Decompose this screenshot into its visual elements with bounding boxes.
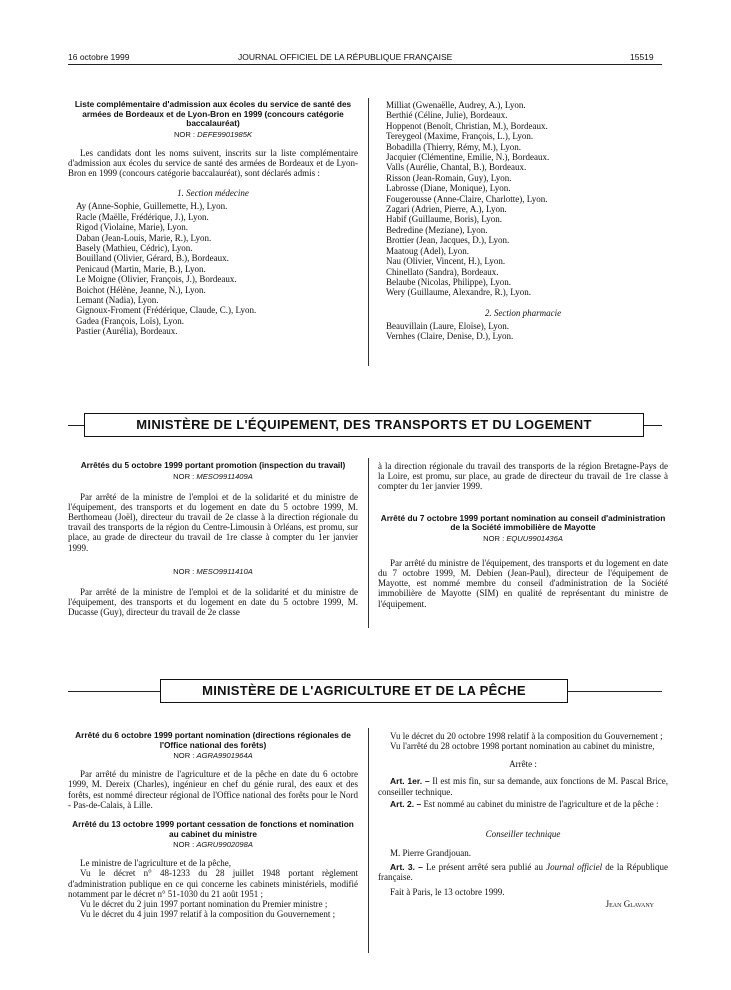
agriculture-arrete1-nor: NOR : AGRA9901964A: [173, 751, 253, 761]
list-item: Jacquier (Clémentine, Emilie, N.), Bordeaux.: [386, 152, 550, 163]
article-2: Art. 2. – Est nommé au cabinet du ministre de l'agriculture et de la pêche :: [390, 798, 659, 809]
agriculture-arrete2-nor: NOR : AGRU9902098A: [173, 840, 253, 850]
list-item: Bedredine (Meziane), Lyon.: [386, 224, 488, 235]
list-item: Gadea (François, Loïs), Lyon.: [76, 315, 184, 326]
list-item: Fougerousse (Anne-Claire, Charlotte), Lyon.: [386, 193, 548, 204]
list-item: Boichot (Hélène, Jeanne, N.), Lyon.: [76, 284, 206, 295]
equipement-right-column: [378, 461, 668, 609]
list-item: Risson (Jean-Romain, Guy), Lyon.: [386, 172, 512, 183]
visa-line: Vu le décret n° 48-1233 du 28 juillet 1948 portant règlement d'administration publique en ce qui concerne les cabinets ministériels, modifié notamment par le décret n° 51-1030 du 21 août 1951 ;: [68, 868, 358, 899]
equipement-arrete3-nor: NOR : EQUU9901436A: [483, 533, 563, 543]
agriculture-arrete2-title: Arrêté du 13 octobre 1999 portant cessation de fonctions et nomination au cabinet du ministre: [72, 819, 354, 839]
list-item: Vernhes (Claire, Denise, D.), Lyon.: [386, 331, 514, 342]
sante-left-column: [68, 100, 358, 337]
equipement-arrete3-title: Arrêté du 7 octobre 1999 portant nomination au conseil d'administration de la Société immobilière de Mayotte: [380, 512, 666, 533]
list-item: Chinellato (Sandra), Bordeaux.: [386, 266, 499, 277]
list-item: Penicaud (Martin, Marie, B.), Lyon.: [76, 263, 206, 274]
equipement-arrete1-title: Arrêtés du 5 octobre 1999 portant promotion (inspection du travail): [80, 460, 346, 470]
agriculture-arrete1-text: Par arrêté du ministre de l'agriculture et de la pêche en date du 6 octobre 1999, M. Dereix (Charles), ingénieur en chef du génie rural, des eaux et des forêts, est nommé directeur régional de l'Office national des forêts pour le Nord - Pas-de-Calais, à Lille.: [68, 769, 358, 810]
agriculture-right-column: [378, 731, 668, 909]
agriculture-visas: [378, 731, 668, 751]
equipement-banner: MINISTÈRE DE L'ÉQUIPEMENT, DES TRANSPORTS ET DU LOGEMENT: [84, 413, 644, 437]
list-item: Pastier (Aurélia), Bordeaux.: [76, 326, 178, 337]
column-divider: [368, 458, 369, 628]
header-journal: JOURNAL OFFICIEL DE LA RÉPUBLIQUE FRANÇAISE: [238, 52, 453, 62]
visa-line: Vu l'arrêté du 28 octobre 1998 portant nomination au cabinet du ministre,: [390, 741, 655, 752]
list-item: Daban (Jean-Louis, Marie, R.), Lyon.: [76, 232, 212, 243]
article-3: Art. 3. – Le présent arrêté sera publié au Journal officiel de la République française.: [378, 862, 668, 883]
list-item: Habif (Guillaume, Boris), Lyon.: [386, 214, 502, 225]
equipement-arrete1-nor: NOR : MESO9911409A: [173, 471, 253, 481]
list-item: Bobadilla (Thierry, Rémy, M.), Lyon.: [386, 141, 522, 152]
arrete-label: Arrête :: [509, 759, 537, 770]
list-item: Lemant (Nadia), Lyon.: [76, 295, 159, 306]
equipement-arrete2-text: Par arrêté de la ministre de l'emploi et de la solidarité et du ministre de l'équipement, des transports et du logement en date du 5 octobre 1999, M. Ducasse (Guy), directeur du travail de 2e classe: [68, 586, 358, 618]
list-item: Gignoux-Froment (Frédérique, Claude, C.), Lyon.: [76, 305, 257, 316]
role-title: Conseiller technique: [485, 829, 561, 840]
header-rule: [68, 64, 662, 65]
list-item: Belaube (Nicolas, Philippe), Lyon.: [386, 276, 511, 287]
list-item: Racle (Maëlle, Frédérique, J.), Lyon.: [76, 211, 209, 222]
visa-line: Vu le décret du 20 octobre 1998 relatif à la composition du Gouvernement ;: [390, 731, 663, 741]
list-item: Valls (Aurélie, Chantal, B.), Bordeaux.: [386, 162, 527, 173]
list-item: Labrosse (Diane, Monique), Lyon.: [386, 183, 511, 194]
nominee: M. Pierre Grandjouan.: [390, 848, 471, 859]
sante-right-column: [378, 100, 668, 342]
visa-line: Vu le décret du 4 juin 1997 relatif à la composition du Gouvernement ;: [80, 909, 336, 920]
column-divider: [368, 98, 369, 366]
agriculture-arrete1-title: Arrêté du 6 octobre 1999 portant nomination (directions régionales de l'Office national des forêts): [75, 730, 351, 750]
list-item: Brottier (Jean, Jacques, D.), Lyon.: [386, 235, 510, 246]
medecine-list-left: [68, 201, 358, 336]
equipement-arrete2-nor: NOR : MESO9911410A: [173, 566, 253, 576]
signature: Jean Glavany: [605, 898, 654, 909]
list-item: Ay (Anne-Sophie, Guillemette, H.), Lyon.: [76, 201, 228, 212]
list-item: Beauvillain (Laure, Eloïse), Lyon.: [386, 320, 509, 331]
place-date: Fait à Paris, le 13 octobre 1999.: [390, 886, 505, 897]
agriculture-arrete2-preamble: [68, 858, 358, 919]
list-item: Nau (Olivier, Vincent, H.), Lyon.: [386, 256, 506, 267]
equipement-arrete3-text: Par arrêté du ministre de l'équipement, des transports et du logement en date du 7 octobre 1999, M. Debien (Jean-Paul), directeur de l'équipement de Mayotte, est nommé membre du conseil d'administration de la Société immobilière de Mayotte (SIM) en qualité de représentant du ministre de l'équipement.: [378, 557, 668, 609]
list-item: Zagari (Adrien, Pierre, A.), Lyon.: [386, 204, 507, 215]
medecine-list-right: [378, 100, 668, 298]
list-item: Wery (Guillaume, Alexandre, R.), Lyon.: [386, 287, 531, 298]
list-item: Rigod (Violaine, Marie), Lyon.: [76, 222, 188, 233]
list-item: Le Moigne (Olivier, François, J.), Bordeaux.: [76, 274, 237, 285]
agriculture-left-column: [68, 731, 358, 919]
list-item: Bouilland (Olivier, Gérard, B.), Bordeaux.: [76, 253, 229, 264]
visa-line: Le ministre de l'agriculture et de la pêche,: [80, 858, 232, 869]
list-item: Maatoug (Adel), Lyon.: [386, 245, 469, 256]
sante-title: Liste complémentaire d'admission aux écoles du service de santé des armées de Bordeaux et de Lyon-Bron en 1999 (concours catégorie baccalauréat): [74, 99, 352, 129]
pharmacie-list: [378, 321, 668, 342]
header-page-number: 15519: [630, 52, 654, 62]
list-item: Basely (Mathieu, Cédric), Lyon.: [76, 243, 193, 254]
article-1: Art. 1er. – Il est mis fin, sur sa demande, aux fonctions de M. Pascal Brice, conseiller technique.: [378, 776, 669, 797]
equipement-arrete1-text: Par arrêté de la ministre de l'emploi et de la solidarité et du ministre de l'équipement, des transports et du logement en date du 5 octobre 1999, M. Berthomeau (Joël), directeur du travail de 2e classe à la direction régionale du travail des transports de la région du Centre-Limousin à Orléans, est promu, sur place, au grade de directeur du travail de 1re classe à compter du 1er janvier 1999.: [68, 491, 358, 553]
list-item: Tereygeol (Maxime, François, L.), Lyon.: [386, 131, 534, 142]
section-medecine-heading: 1. Section médecine: [177, 188, 249, 199]
section-pharmacie-heading: 2. Section pharmacie: [484, 307, 562, 318]
equipement-left-column: [68, 461, 358, 617]
visa-line: Vu le décret du 2 juin 1997 portant nomination du Premier ministre ;: [80, 899, 328, 909]
equipement-arrete2-continued: à la direction régionale du travail des transports de la région Bretagne-Pays de la Loire, est promu, sur place, au grade de directeur du travail de 1re classe à compter du 1er janvier 1999.: [378, 461, 668, 492]
sante-intro: Les candidats dont les noms suivent, inscrits sur la liste complémentaire d'admission aux écoles du service de santé des armées de Bordeaux et de Lyon-Bron en 1999 (concours catégorie baccalauréat), sont déclarés admis :: [68, 147, 358, 179]
header-date: 16 octobre 1999: [68, 52, 130, 62]
list-item: Berthié (Céline, Julie), Bordeaux.: [386, 110, 508, 121]
list-item: Hoppenot (Benoît, Christian, M.), Bordeaux.: [386, 120, 548, 131]
list-item: Milliat (Gwenaëlle, Audrey, A.), Lyon.: [386, 100, 526, 110]
agriculture-banner: MINISTÈRE DE L'AGRICULTURE ET DE LA PÊCHE: [160, 679, 568, 703]
column-divider: [368, 728, 369, 953]
sante-nor: NOR : DEFE9901985K: [173, 129, 253, 139]
